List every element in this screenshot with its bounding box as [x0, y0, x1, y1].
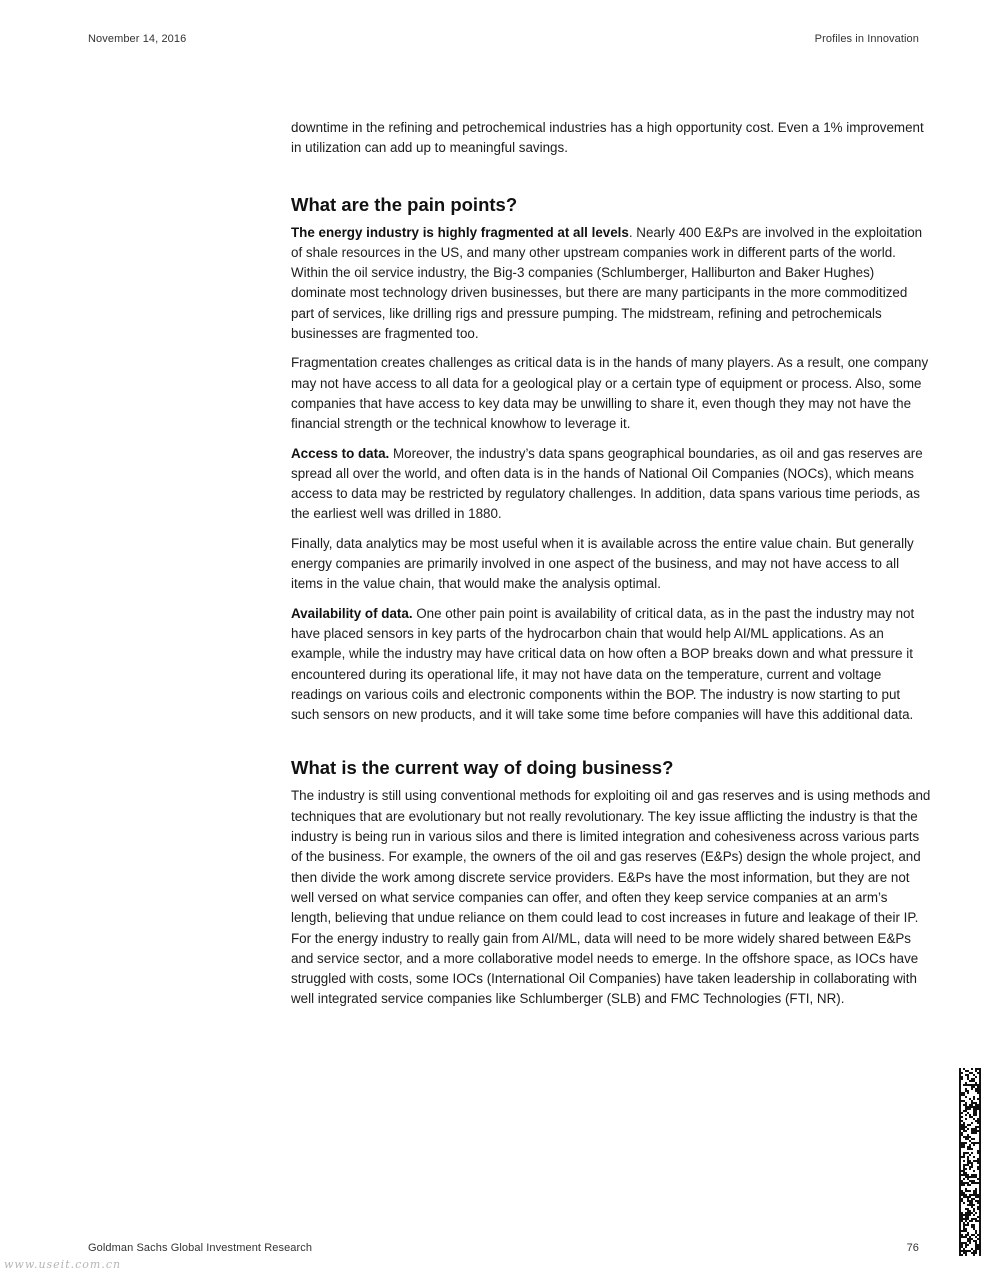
publisher-name: Goldman Sachs Global Investment Research — [88, 1242, 313, 1254]
paragraph-lead: Availability of data. — [291, 605, 413, 621]
paragraph-lead: The energy industry is highly fragmented at all levels — [291, 224, 629, 240]
report-date: November 14, 2016 — [88, 33, 187, 45]
page-number: 76 — [906, 1242, 919, 1254]
paragraph-lead: Access to data. — [291, 445, 390, 461]
paragraph-text: . Nearly 400 E&Ps are involved in the exploitation of shale resources in the US, and many other upstream companies work in different parts of the world. Within the oil service industry, the Big-3 companies (Schlumberger, Halliburton and Baker Hughes) dominate most technology driven businesses, but there are many participants in the more commoditized part of services, like drilling rigs and pressure pumping. The midstream, refining and petrochemicals businesses are fragmented too. — [291, 224, 923, 342]
watermark-text: www.useit.com.cn — [4, 1258, 122, 1271]
report-series-title: Profiles in Innovation — [814, 33, 919, 45]
paragraph-text: One other pain point is availability of critical data, as in the past the industry may not have placed sensors in key parts of the hydrocarbon chain that would help AI/ML applications. As an example, while the industry may have critical data on how often a BOP breaks down and what pressure it encountered during its operational life, it may not have data on the temperature, current and voltage readings on various coils and electronic components within the BOP. The industry is now starting to put such sensors on new products, and it will take some time before companies will have this additional data. — [291, 605, 915, 723]
paragraph-availability-of-data — [291, 604, 931, 726]
paragraph-current-business: The industry is still using conventional methods for exploiting oil and gas reserves and is using methods and techniques that are evolutionary but not really revolutionary. The key issue afflicting the industry is that the industry is being run in various silos and there is limited integration and cohesiveness across various parts of the business. For example, the owners of the oil and gas reserves (E&Ps) design the whole project, and then divide the work among discrete service providers. E&Ps have the most information, but they are not well versed on what service companies can offer, and often they keep service companies at an arm’s length, believing that undue reliance on them could lead to cost increases in future and leakage of their IP. For the energy industry to really gain from AI/ML, data will need to be more widely shared between E&Ps and service sector, and a more collaborative model needs to emerge. In the offshore space, as IOCs have struggled with costs, some IOCs (International Oil Companies) have taken leadership in collaborating with well integrated service companies like Schlumberger (SLB) and FMC Technologies (FTI, NR). — [291, 788, 931, 1007]
article-body — [291, 118, 931, 1019]
paragraph-value-chain: Finally, data analytics may be most useful when it is available across the entire value chain. But generally energy companies are primarily involved in one aspect of the business, and may not have access to all items in the value chain, that would make the analysis optimal. — [291, 535, 914, 592]
section-heading-current-business: What is the current way of doing business? — [291, 757, 674, 779]
qr-code-image — [959, 1068, 981, 1256]
paragraph-fragmentation-challenges: Fragmentation creates challenges as critical data is in the hands of many players. As a result, one company may not have access to all data for a geological play or a certain type of equipment or process. Also, some companies that have access to key data may be unwilling to share it, even though they may not have the financial strength or the technical knowhow to leverage it. — [291, 355, 929, 432]
paragraph-fragmentation — [291, 223, 931, 345]
paragraph-access-to-data — [291, 444, 931, 525]
paragraph-text: Moreover, the industry’s data spans geographical boundaries, as oil and gas reserves are spread all over the world, and often data is in the hands of National Oil Companies (NOCs), which means access to data may be restricted by regulatory challenges. In addition, data spans various time periods, as the earliest well was drilled in 1880. — [291, 445, 923, 522]
section-heading-pain-points: What are the pain points? — [291, 193, 518, 215]
intro-paragraph: downtime in the refining and petrochemical industries has a high opportunity cost. Even a 1% improvement in utilization can add up to meaningful savings. — [291, 120, 924, 156]
